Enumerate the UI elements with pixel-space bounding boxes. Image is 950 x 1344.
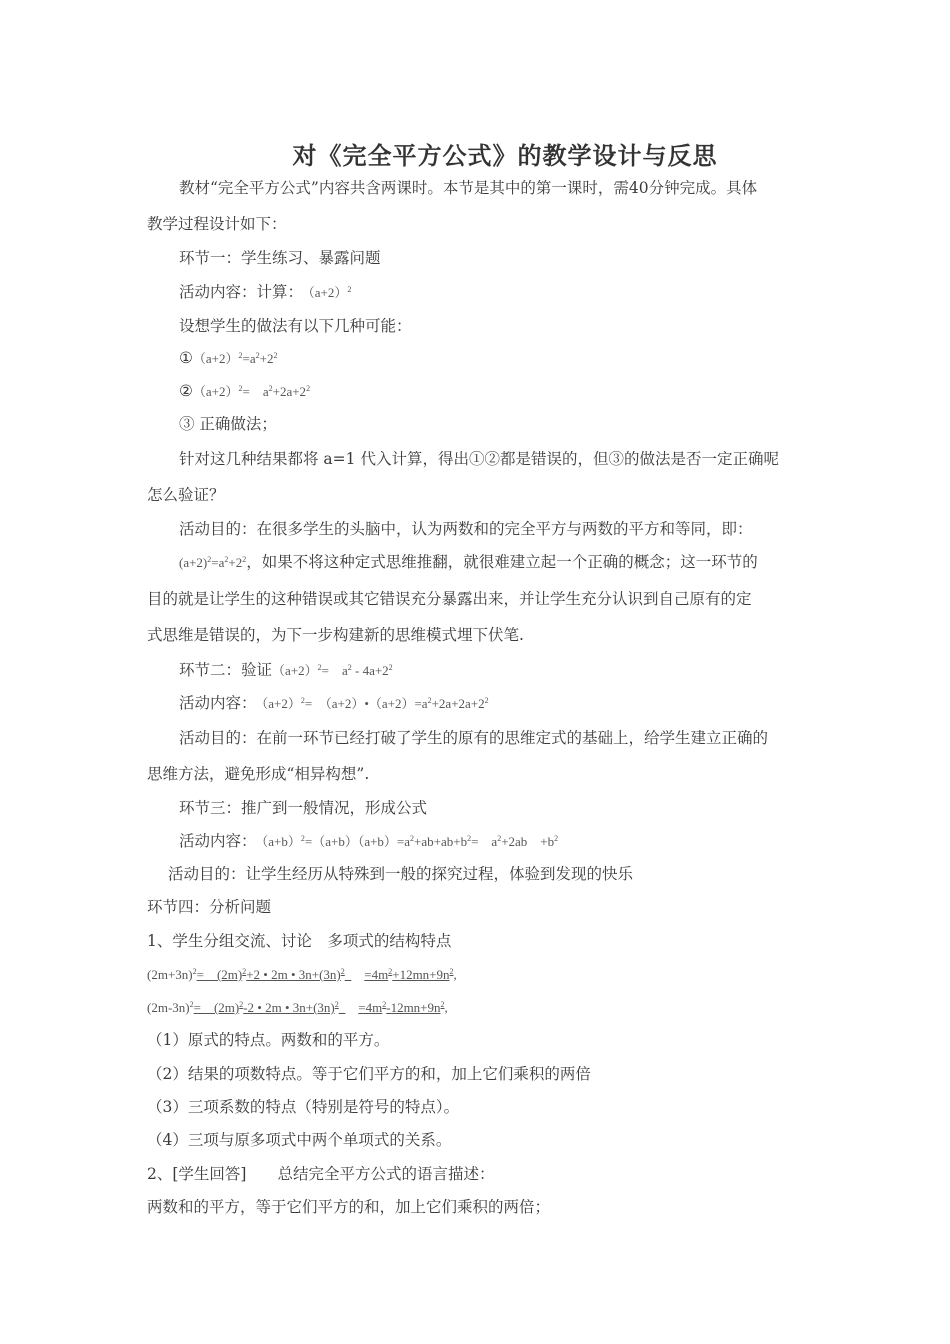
check-line-2: 怎么验证？ bbox=[147, 486, 225, 504]
section3-goal: 活动目的：让学生经历从特殊到一般的探究过程，体验到发现的快乐 bbox=[168, 865, 634, 883]
point-4: （4）三项与原多项式中两个单项式的关系。 bbox=[147, 1131, 452, 1149]
equation-2 bbox=[147, 997, 448, 1018]
formula: $(a+2)^2=a^2+2^2$ bbox=[192, 351, 278, 366]
case-3: ③ 正确做法； bbox=[179, 415, 277, 433]
goal-line-4: 式思维是错误的，为下一步构建新的思维模式埋下伏笔. bbox=[147, 626, 524, 644]
formula: $(a+2)^2=$ $(a+2)•(a+2)=a^2+2a+2a+2^2$ bbox=[261, 696, 489, 711]
case-marker: ① bbox=[179, 349, 193, 367]
intro-line-1: 教材“完全平方公式”内容共含两课时。本节是其中的第一课时，需40分钟完成。具体 bbox=[179, 179, 758, 197]
check-line-1: 针对这几种结果都将 a=1 代入计算，得出①②都是错误的，但③的做法是否一定正确呢 bbox=[179, 450, 779, 468]
section4-item-2: 2、[学生回答] 总结完全平方公式的语言描述： bbox=[147, 1165, 495, 1183]
formula: $(a+2)^2=a^2+2^2$ bbox=[179, 555, 247, 570]
summary-line: 两数和的平方，等于它们平方的和，加上它们乘积的两倍； bbox=[147, 1198, 551, 1216]
section1-activity bbox=[179, 282, 351, 303]
section2-activity: 活动内容： $(a+2)^2=$ $(a+2)•(a+2)=a^2+2a+2a+2^2$ bbox=[179, 694, 489, 712]
section3-activity: 活动内容： $(a+b)^2=(a+b)(a+b)=a^2+ab+ab+b^2=$ $a^2+2ab$ $+b^2$ bbox=[179, 832, 559, 850]
section1-heading: 环节一：学生练习、暴露问题 bbox=[179, 249, 381, 267]
case-marker: ② bbox=[179, 382, 193, 400]
formula: $(2m-3n)^2=$ $(2m)^2-2$ • 2m • $3n+(3n)^2\_$ $=4m^2-12mn+9n^2$, bbox=[147, 1000, 448, 1015]
section2-goal-2: 思维方法，避免形成“相异构想”. bbox=[147, 765, 370, 783]
case-1 bbox=[179, 348, 277, 369]
formula: $(a+2)^2=$ $a^2+2a+2^2$ bbox=[192, 384, 311, 399]
case-2 bbox=[179, 381, 310, 402]
point-3: （3）三项系数的特点（特别是符号的特点）。 bbox=[147, 1098, 460, 1116]
section1-assume: 设想学生的做法有以下几种可能： bbox=[179, 317, 412, 335]
point-1: （1）原式的特点。两数和的平方。 bbox=[147, 1031, 390, 1049]
goal-line-3: 目的就是让学生的这种错误或其它错误充分暴露出来，并让学生充分认识到自己原有的定 bbox=[147, 590, 752, 608]
goal-line-2: $(a+2)^2=a^2+2^2$，如果不将这种定式思维推翻，就很难建立起一个正确的概念；这一环节的 bbox=[179, 553, 758, 571]
section3-heading: 环节三：推广到一般情况，形成公式 bbox=[179, 799, 428, 817]
equation-1 bbox=[147, 964, 457, 985]
formula: $(2m+3n)^2=$ $(2m)^2+2$ • 2m • $3n+(3n)^2\_$ $=4m^2+12mn+9n^2$, bbox=[147, 967, 457, 982]
formula: $(a+b)^2=(a+b)(a+b)=a^2+ab+ab+b^2=$ $a^2+2ab$ $+b^2$ bbox=[261, 834, 559, 849]
section2-heading: 环节二：验证$(a+2)^2=$ $a^2 - 4a+2^2$ bbox=[179, 661, 393, 679]
formula: $(a+2)^2$ bbox=[308, 285, 352, 300]
section4-heading: 环节四：分析问题 bbox=[147, 898, 272, 916]
formula: $(a+2)^2=$ $a^2 - 4a+2^2$ bbox=[272, 663, 393, 678]
activity-label: 活动内容：计算： bbox=[179, 283, 296, 301]
section2-goal-1: 活动目的：在前一环节已经打破了学生的原有的思维定式的基础上，给学生建立正确的 bbox=[179, 729, 769, 747]
point-2: （2）结果的项数特点。等于它们平方的和，加上它们乘积的两倍 bbox=[147, 1065, 591, 1083]
goal-line-1: 活动目的：在很多学生的头脑中，认为两数和的完全平方与两数的平方和等同，即： bbox=[179, 520, 753, 538]
section4-item-1: 1、学生分组交流、讨论 多项式的结构特点 bbox=[147, 932, 452, 950]
document-title: 对《完全平方公式》的教学设计与反思 bbox=[292, 142, 718, 170]
intro-line-2: 教学过程设计如下： bbox=[147, 215, 287, 233]
